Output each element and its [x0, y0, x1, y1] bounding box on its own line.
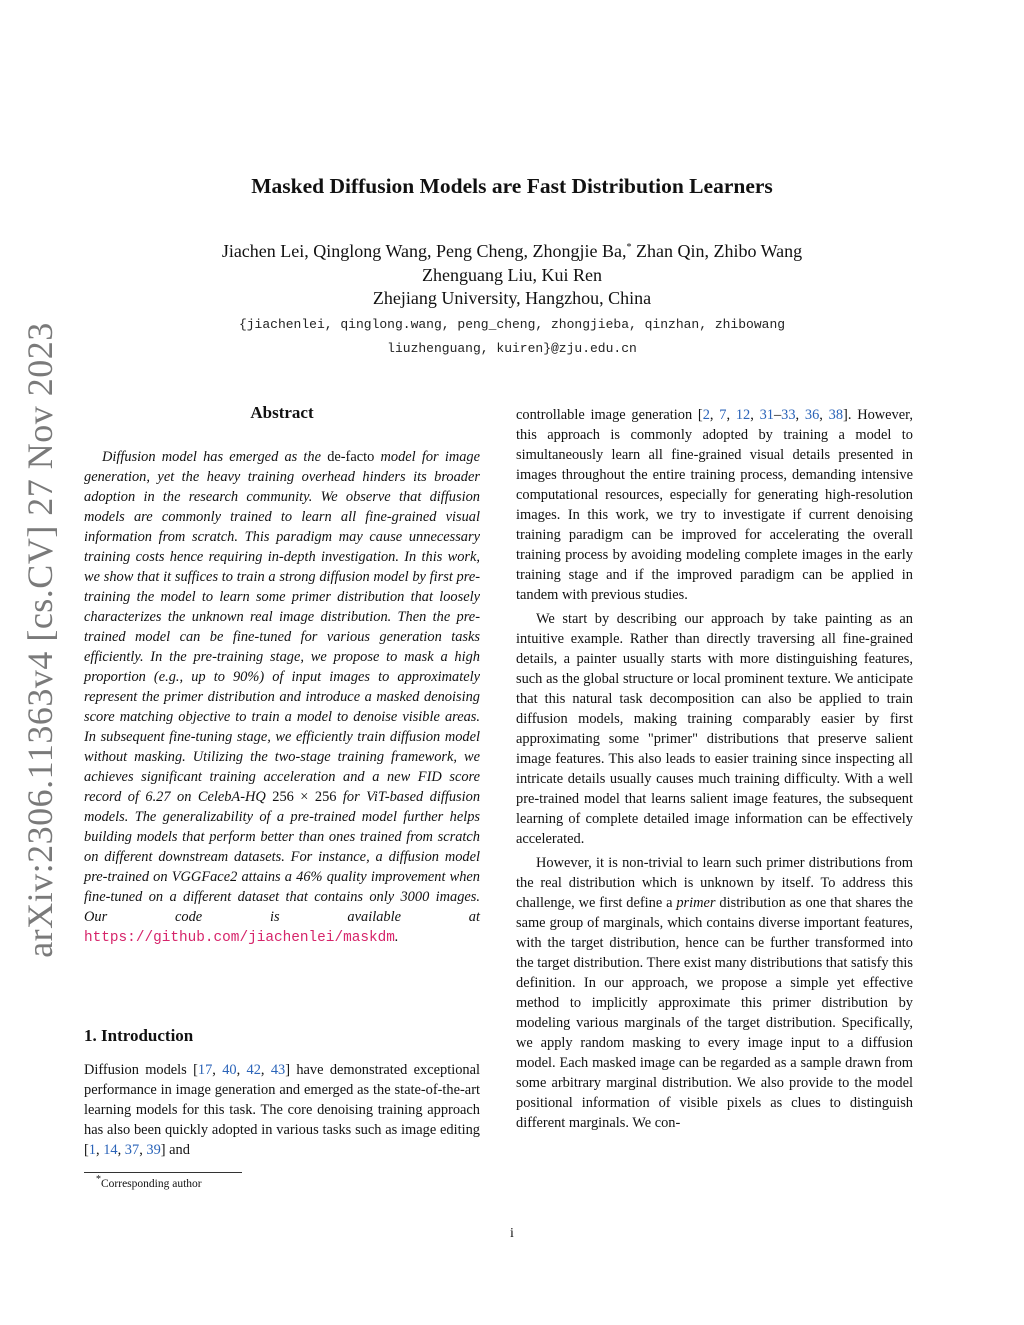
right-p2-b: distribution as one that shares the same group of marginals, which contains diverse important features, with the target distribution, hence can be further transformed into the target distribution. There exist many distributions that satisfy this definition. In our approach, we propose a simple yet effective method to implicitly approximate this primer distribution by modeling various marginals of the target distribution. Specifically, we apply random masking to every image input to a diffusion model. Each masked image can be regarded as a sample drawn from some arbitrary marginal distribution. We also provide to the model positional information of visible pixels as clues to distinguish different marginals. We con- [516, 895, 913, 1131]
right-p0-a: controllable image generation [ [516, 407, 703, 423]
abstract-heading: Abstract [250, 403, 314, 422]
author-list-line-1 [0, 241, 1024, 262]
intro-text-c: ] and [160, 1142, 190, 1158]
citation-17[interactable]: 17 [197, 1062, 213, 1078]
right-paragraph-1: We start by describing our approach by take painting as an intuitive example. Rather than directly traversing all fine-grained details, a painter usually starts with more distinguishing features, such as the global structure or local prominent texture. We anticipate that this natural task decomposition can also be applied to train diffusion models, making training comparably easier by first approximating some "primer" distributions that preserve salient image features. This also leads to easier training since inspecting all intricate details usually causes much training difficulty. With a well pre-trained model that learns salient image features, the subsequent learning of complete detailed image information can be effectively accelerated. [516, 611, 913, 847]
citation-36[interactable]: 36 [804, 407, 820, 423]
right-p2-a: However, it is non-trivial to learn such primer distributions from the real distribution which is unknown by itself. To address this challenge, we first define a [516, 855, 913, 911]
citation-42[interactable]: 42 [246, 1062, 261, 1078]
paper-title: Masked Diffusion Models are Fast Distribution Learners [251, 174, 773, 198]
footnote-mark: * [96, 1174, 101, 1186]
right-column-text [516, 405, 913, 1137]
intro-text-a: Diffusion models [ [84, 1062, 198, 1078]
right-paragraph-2 [516, 853, 913, 1133]
abstract-text [84, 447, 480, 948]
introduction-heading: 1. Introduction [84, 1026, 194, 1045]
abstract-text-b: model for image generation, yet the heavy training overhead hinders its broader adoption in the research community. We observe that diffusion models are commonly trained to learn all fine-grained visual information from scratch. This paradigm may cause unnecessary training costs hence requiring in-depth investigation. In this work, we show that it suffices to train a strong diffusion model by first pre-training the model to learn some primer distribution that loosely characterizes the unknown real image distribution. Then the pre-trained model can be fine-tuned for various generation tasks efficiently. In the pre-training stage, we propose to mask a high proportion (e.g., up to 90%) of input images to approximately represent the primer distribution and introduce a masked denoising score matching objective to train a model to denoise visible areas. In subsequent fine-tuning stage, we efficiently train diffusion model without masking. Utilizing the two-stage training framework, we achieves significant training acceleration and a new FID score record of 6.27 on CelebA-HQ [84, 449, 480, 805]
citation-37[interactable]: 37 [124, 1142, 140, 1158]
footnote-rule [84, 1172, 242, 1173]
citation-39[interactable]: 39 [146, 1142, 161, 1158]
citation-31[interactable]: 31 [759, 407, 774, 423]
authors-part-2: Zhan Qin, Zhibo Wang [631, 241, 803, 261]
corresponding-mark: * [626, 242, 632, 253]
page-number: i [510, 1226, 514, 1241]
affiliation: Zhejiang University, Hangzhou, China [372, 288, 652, 308]
citation-7[interactable]: 7 [719, 407, 727, 423]
abstract-resolution: 256 × 256 [272, 789, 337, 805]
intro-text-b: ] have demonstrated exceptional performance in image generation and emerged as the state-of-the-art learning models for this task. The core denoising training approach has also been quickly adopted in various tasks such as image editing [ [84, 1062, 480, 1158]
citation-43[interactable]: 43 [270, 1062, 286, 1078]
author-emails-line-1: {jiachenlei, qinglong.wang, peng_cheng, zhongjieba, qinzhan, zhibowang [238, 317, 786, 332]
footnote [96, 1174, 202, 1190]
introduction-text: Diffusion models [17, 40, 42, 43] have demonstrated exceptional performance in image generation and emerged as the state-of-the-art learning models for this task. The core denoising training approach has also been quickly adopted in various tasks such as image editing [1, 14, 37, 39] and [84, 1062, 480, 1158]
abstract-defacto: de-facto [327, 449, 375, 465]
authors-part-1: Jiachen Lei, Qinglong Wang, Peng Cheng, Zhongjie Ba, [221, 241, 627, 261]
code-link[interactable]: https://github.com/jiachenlei/maskdm [84, 930, 395, 946]
citation-1[interactable]: 1 [88, 1142, 96, 1158]
citation-40[interactable]: 40 [222, 1062, 237, 1078]
abstract-text-end: . [394, 929, 399, 945]
footnote-text: Corresponding author [101, 1178, 202, 1190]
citation-12[interactable]: 12 [735, 407, 751, 423]
right-p0-b: ]. However, this approach is commonly adopted by training a model to simultaneously learn all fine-grained visual details presented in images throughout the entire training process, demanding intensive computational resources, especially for generating high-resolution images. In this work, we try to investigate if current denoising training paradigm can be improved for accelerating the overall training process by avoiding modeling complete images in the early training stage and if the improved paradigm can be applied in tandem with previous studies. [516, 407, 913, 603]
abstract-text-a: Diffusion model has emerged as the [102, 449, 328, 465]
primer-term: primer [676, 895, 716, 911]
citation-33[interactable]: 33 [781, 407, 796, 423]
author-list-line-2: Zhenguang Liu, Kui Ren [422, 265, 602, 285]
arxiv-stamp-text: arXiv:2306.11363v4 [cs.CV] 27 Nov 2023 [20, 322, 61, 958]
citation-2[interactable]: 2 [702, 407, 710, 423]
author-emails-line-2: liuzhenguang, kuiren}@zju.edu.cn [387, 341, 637, 356]
citation-38[interactable]: 38 [828, 407, 844, 423]
arxiv-stamp [10, 322, 70, 958]
citation-14[interactable]: 14 [103, 1142, 118, 1158]
right-paragraph-0: controllable image generation [2, 7, 12, 31–33, 36, 38]. However, this approach is commonly adopted by training a model to simultaneously learn all fine-grained visual details presented in images throughout the entire training process, demanding intensive computational resources, especially for generating high-resolution images. In this work, we try to investigate if current denoising training paradigm can be improved for accelerating the overall training process by avoiding modeling complete images in the early training stage and if the improved paradigm can be applied in tandem with previous studies. [516, 407, 913, 603]
abstract-text-c: for ViT-based diffusion models. The generalizability of a pre-trained model further helps building models that perform better than ones trained from scratch on different downstream datasets. For instance, a diffusion model pre-trained on VGGFace2 attains a 46% quality improvement when fine-tuned on a different dataset that contains only 3000 images. Our code is available at [84, 789, 481, 925]
